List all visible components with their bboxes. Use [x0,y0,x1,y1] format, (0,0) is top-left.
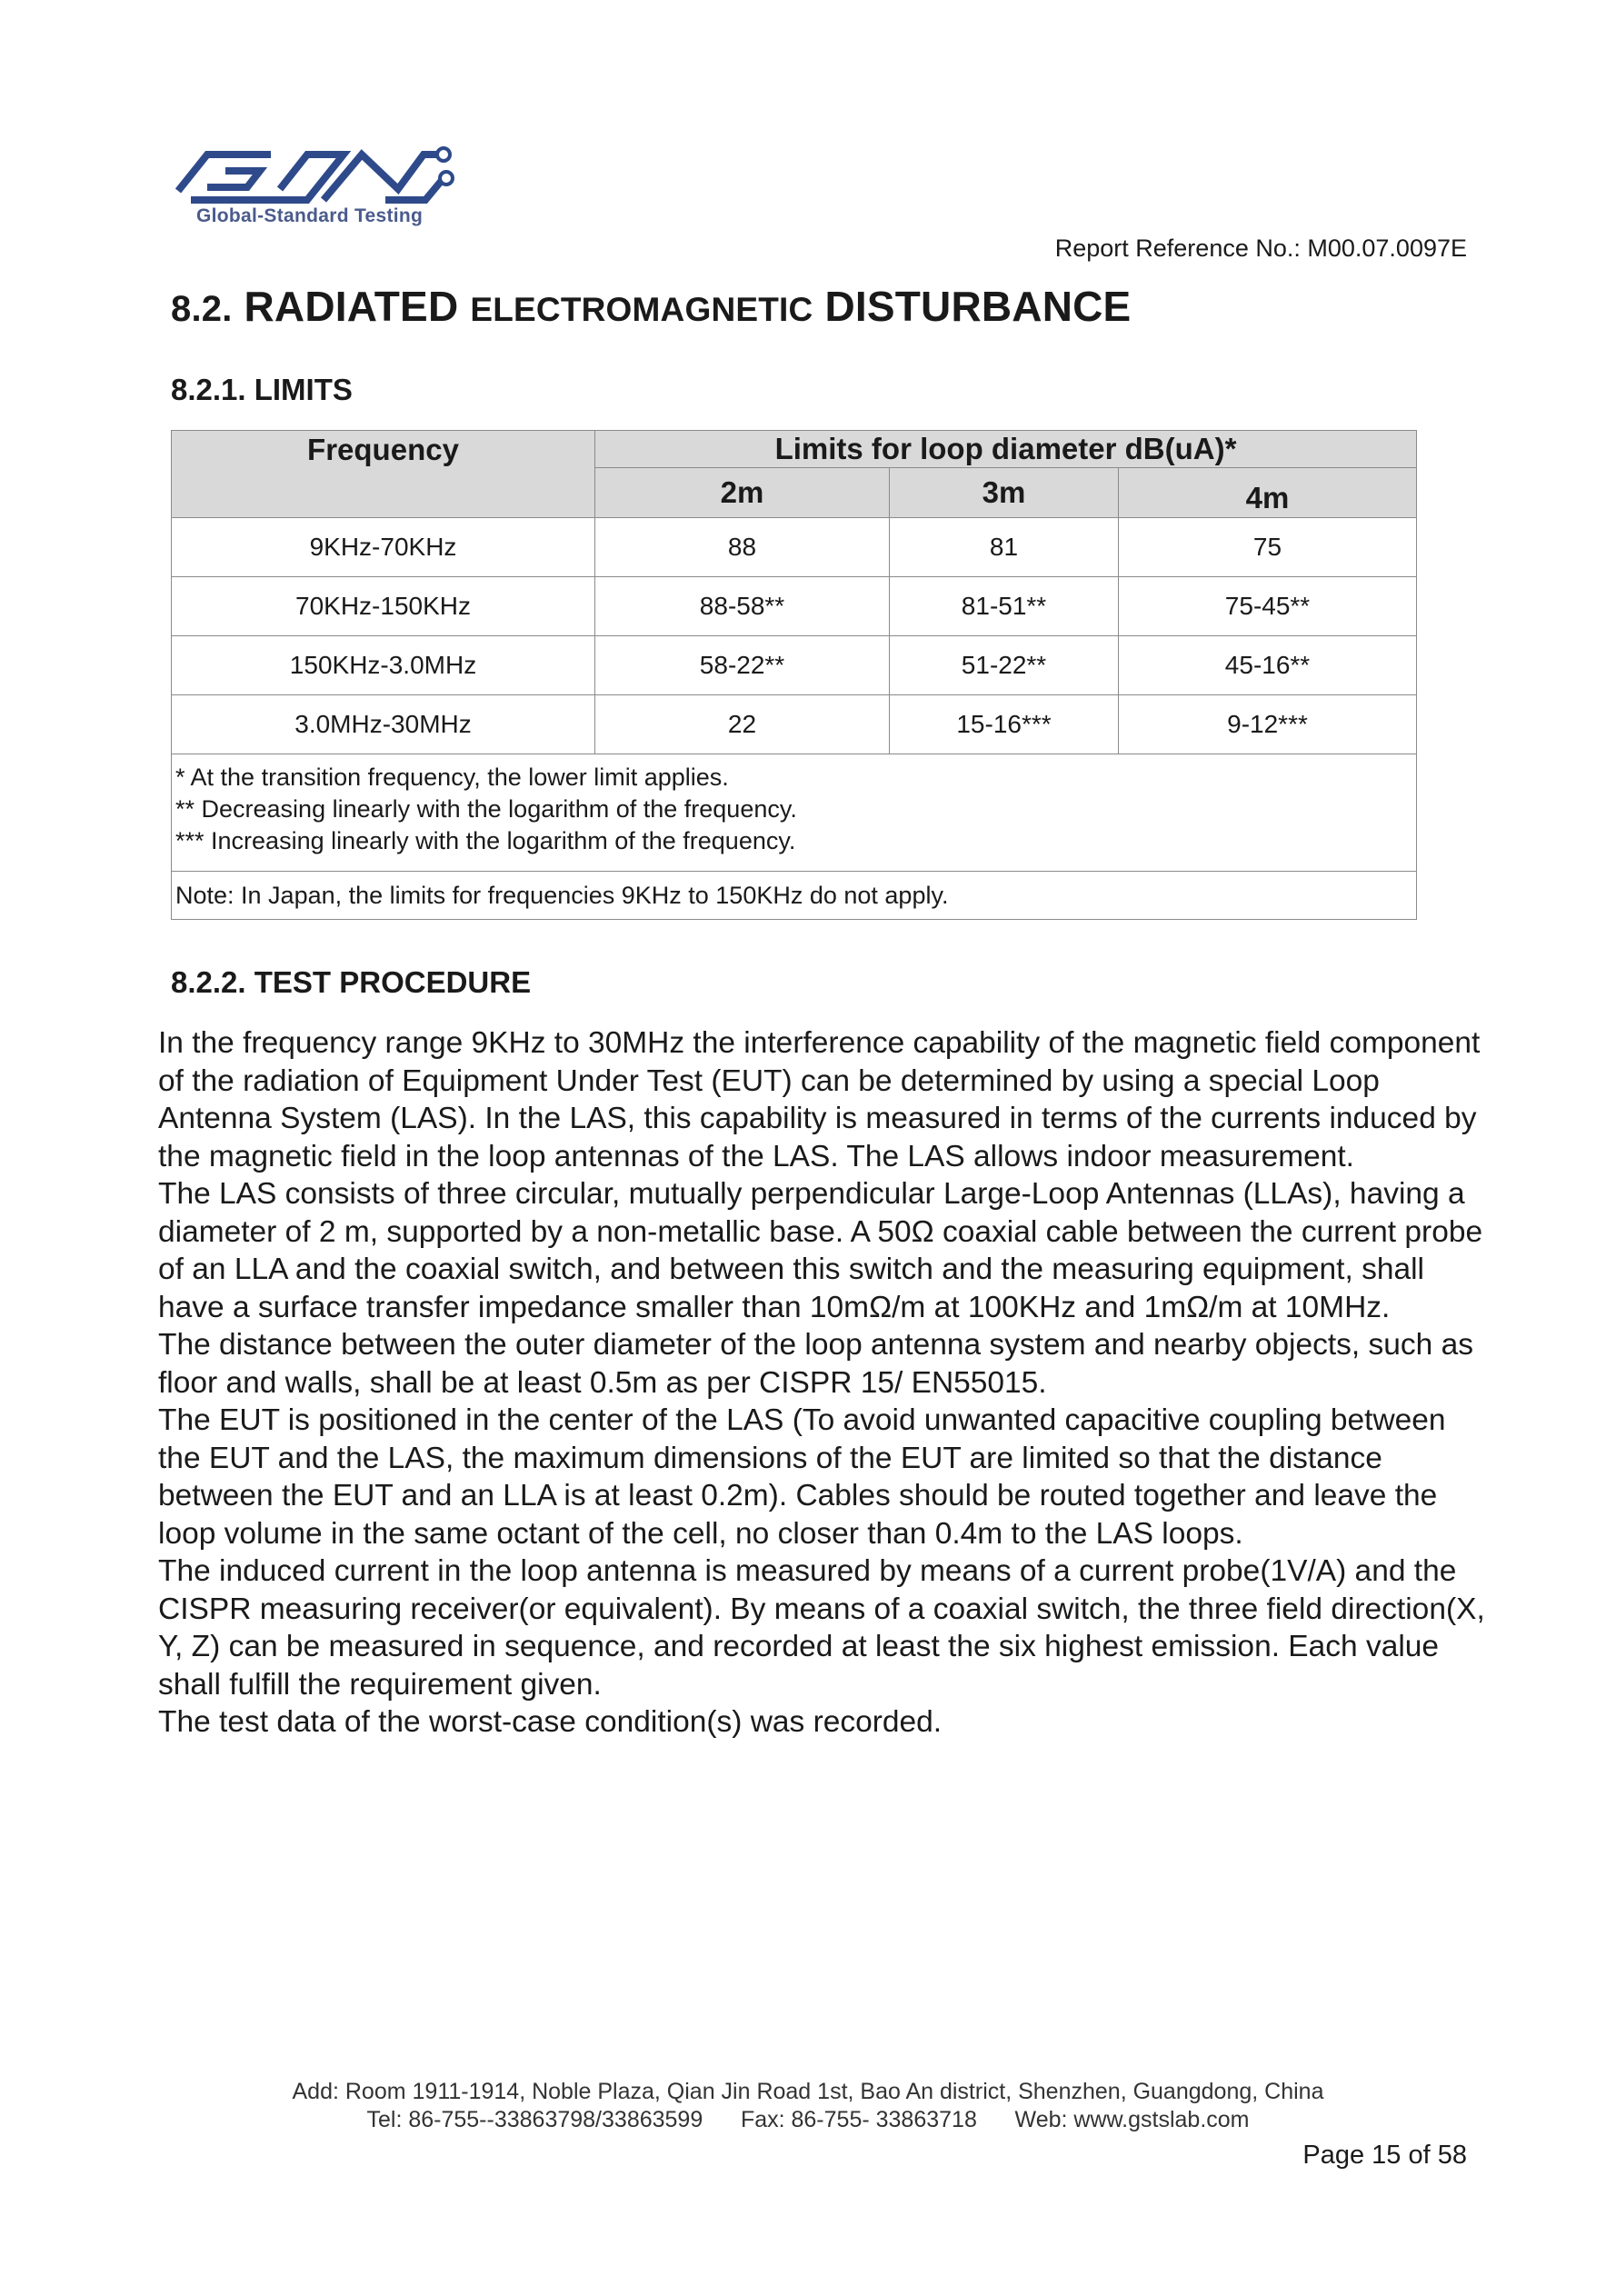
footer-address: Add: Room 1911-1914, Noble Plaza, Qian Jin Road 1st, Bao An district, Shenzhen, Guangdong, China [292,2079,1324,2104]
cell-value: 81-51** [890,577,1119,636]
procedure-body [158,1024,1485,1742]
footer-fax: Fax: 86-755- 33863718 [740,2107,977,2132]
cell-value: 58-22** [595,636,890,695]
section-title-word1: RADIATED [244,283,459,330]
section-title-word2: ELECTROMAGNETIC [470,291,813,328]
footnote: ** Decreasing linearly with the logarithm of the frequency. [175,795,797,823]
cell-value: 15-16*** [890,695,1119,754]
table-row [172,636,1417,695]
cell-frequency: 150KHz-3.0MHz [172,636,595,695]
cell-value: 81 [890,518,1119,577]
section-number: 8.2. [171,289,233,329]
paragraph: The EUT is positioned in the center of the LAS (To avoid unwanted capacitive coupling between the EUT and the LAS, the maximum dimensions of the EUT are limited so that the distance between the EUT and an LLA is at least 0.2m). Cables should be routed together and leave the loop volume in the same octant of the cell, no closer than 0.4m to the LAS loops. [158,1403,1446,1551]
cell-frequency: 3.0MHz-30MHz [172,695,595,754]
table-row [172,518,1417,577]
section-title [171,282,1131,331]
paragraph: The test data of the worst-case condition(s) was recorded. [158,1705,943,1739]
cell-value: 22 [595,695,890,754]
cell-frequency: 70KHz-150KHz [172,577,595,636]
cell-frequency: 9KHz-70KHz [172,518,595,577]
limits-table [171,430,1417,920]
table-row [172,695,1417,754]
page-number: Page 15 of 58 [1302,2141,1467,2170]
footnote: * At the transition frequency, the lower limit applies. [175,764,729,791]
header-diameter-2m: 2m [595,468,890,518]
cell-value: 88-58** [595,577,890,636]
cell-value: 9-12*** [1119,695,1417,754]
cell-value: 75 [1119,518,1417,577]
header-diameter-3m: 3m [890,468,1119,518]
paragraph: The induced current in the loop antenna is measured by means of a current probe(1V/A) and the CISPR measuring receiver(or equivalent). By means of a coaxial switch, the three field direction(X, Y, Z) can be measured in sequence, and recorded at least the six highest emission. Each value shall fulfill the requirement given. [158,1554,1485,1702]
header-limits: Limits for loop diameter dB(uA)* [595,431,1417,468]
table-row [172,577,1417,636]
cell-value: 51-22** [890,636,1119,695]
footer-contact [0,2107,1616,2133]
section-title-word3: DISTURBANCE [824,283,1132,330]
footer-tel: Tel: 86-755--33863798/33863599 [366,2107,703,2132]
paragraph: The distance between the outer diameter of the loop antenna system and nearby objects, such as floor and walls, shall be at least 0.5m as per CISPR 15/ EN55015. [158,1328,1473,1400]
procedure-heading: 8.2.2. TEST PROCEDURE [171,965,532,999]
table-footnotes [172,754,1417,872]
note-japan: Note: In Japan, the limits for frequencies 9KHz to 150KHz do not apply. [172,872,1417,920]
logo-text: Global-Standard Testing [196,205,424,226]
cell-value: 75-45** [1119,577,1417,636]
report-reference: Report Reference No.: M00.07.0097E [1054,235,1467,262]
paragraph: The LAS consists of three circular, mutually perpendicular Large-Loop Antennas (LLAs), having a diameter of 2 m, supported by a non-metallic base. A 50Ω coaxial cable between the current probe of an LLA and the coaxial switch, and between this switch and the measuring equipment, shall have a surface transfer impedance smaller than 10mΩ/m at 100KHz and 1mΩ/m at 10MHz. [158,1177,1483,1324]
footer-web: Web: www.gstslab.com [1014,2107,1250,2132]
footnote: *** Increasing linearly with the logarithm of the frequency. [175,827,796,854]
header-diameter-4m: 4m [1119,468,1417,518]
cell-value: 45-16** [1119,636,1417,695]
limits-heading: 8.2.1. LIMITS [171,373,353,406]
paragraph: In the frequency range 9KHz to 30MHz the interference capability of the magnetic field component of the radiation of Equipment Under Test (EUT) can be determined by using a special Loop Antenna System (LAS). In the LAS, this capability is measured in terms of the currents induced by the magnetic field in the loop antennas of the LAS. The LAS allows indoor measurement. [158,1026,1481,1173]
header-frequency: Frequency [172,431,595,518]
cell-value: 88 [595,518,890,577]
